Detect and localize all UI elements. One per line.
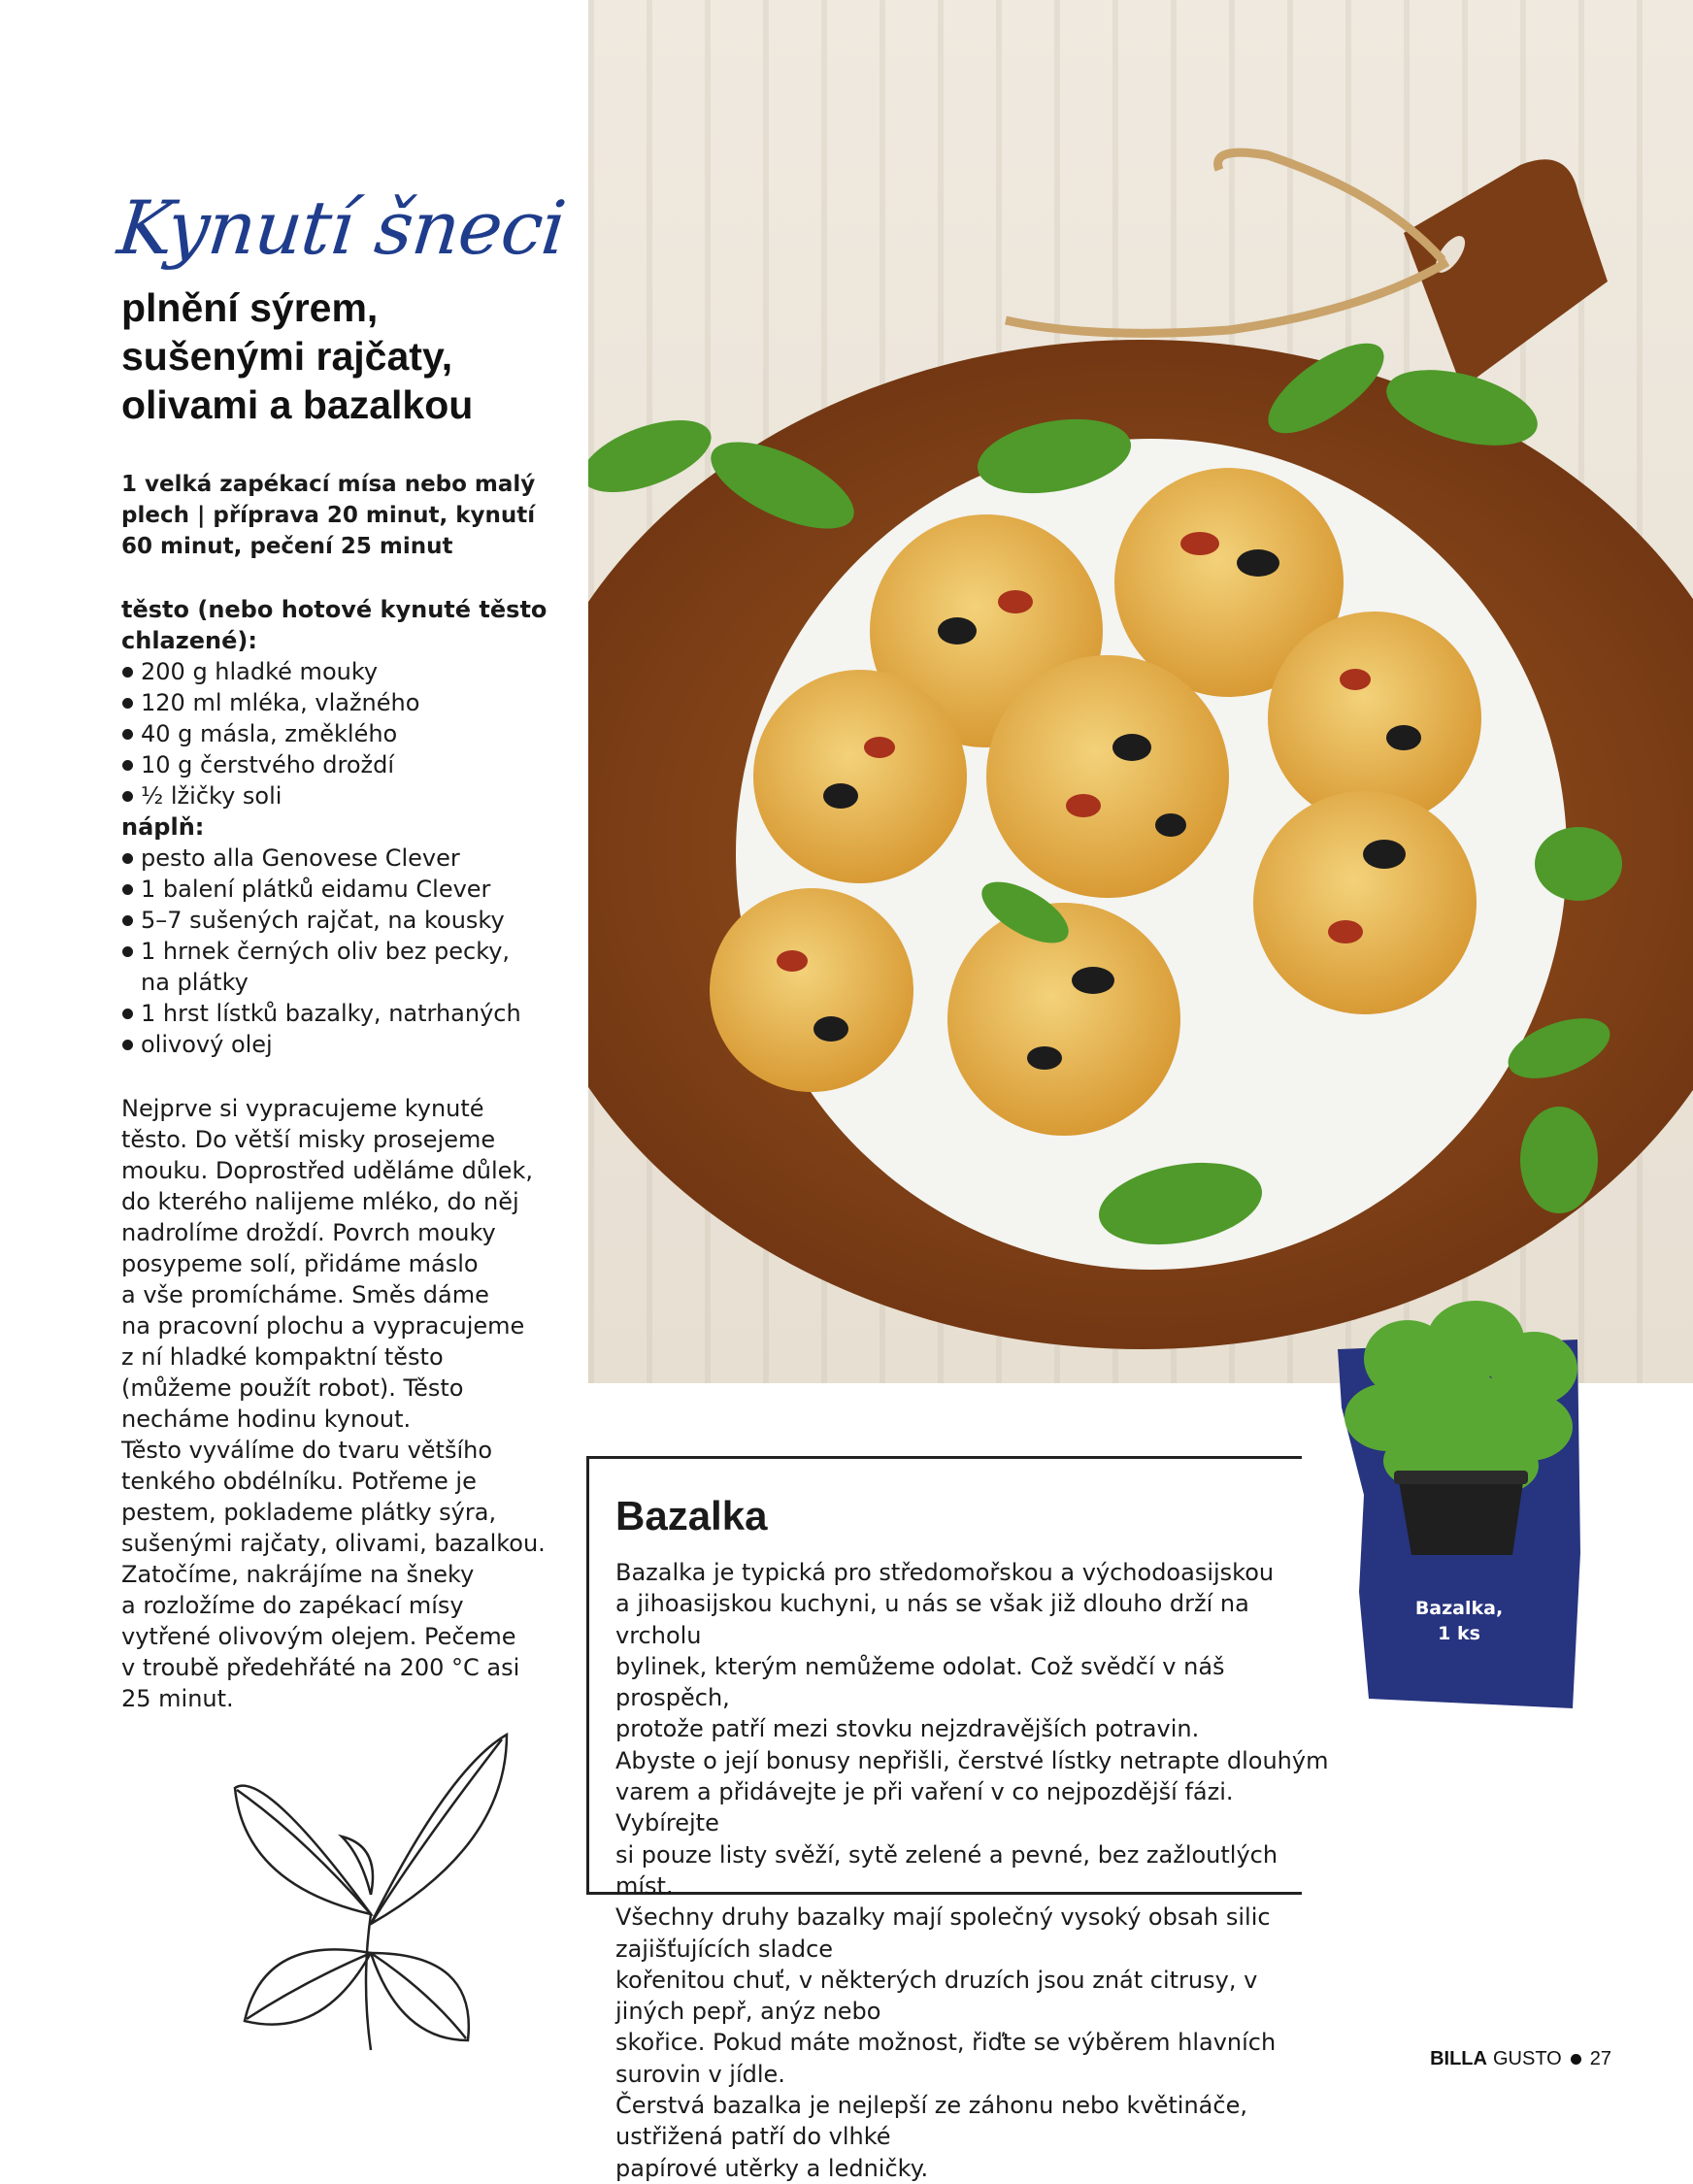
- subtitle-line: sušenými rajčaty,: [121, 334, 453, 379]
- ingredient-item: 10 g čerstvého droždí: [121, 749, 548, 780]
- info-box-text: Bazalka je typická pro středomořskou a východoasijskou a jihoasijskou kuchyni, u nás se však již dlouho drží na vrcholu bylinek, kterým nemůžeme odolat. Což svědčí v náš prospěch, protože patří mezi stovku nejzdravějších potravin. Abyste o její bonusy nepřišli, čerstvé lístky netrapte dlouhým varem a přidávejte je při vaření v co nejpozdější fázi. Vybírejte si pouze listy svěží, sytě zelené a pevné, bez zažloutlých míst. Všechny druhy bazalky mají společný vysoký obsah silic zajišťujících sladce kořenitou chuť, v některých druzích jsou znát citrusy, v jiných pepř, anýz nebo skořice. Pokud máte možnost, řiďte se výběrem hlavních surovin v jídle. Čerstvá bazalka je nejlepší ze záhonu nebo květináče, ustřižená patří do vlhké papírové utěrky a ledničky.: [615, 1559, 1329, 2182]
- recipe-photo-illustration: [588, 0, 1693, 1383]
- footer-brand: BILLA: [1430, 2048, 1487, 2069]
- page-number: 27: [1589, 2048, 1611, 2069]
- ingredient-item: pesto alla Genovese Clever: [121, 843, 548, 874]
- basil-sketch-icon: [225, 1730, 516, 2065]
- ingredient-item: ½ lžičky soli: [121, 780, 548, 811]
- ingredient-item: 1 hrst lístků bazalky, natrhaných: [121, 998, 548, 1029]
- ingredient-item: 1 hrnek černých oliv bez pecky,: [121, 936, 548, 967]
- recipe-photo: [588, 0, 1693, 1383]
- subtitle-line: plnění sýrem,: [121, 285, 379, 330]
- footer-magazine: GUSTO: [1492, 2048, 1562, 2069]
- page-footer: [1430, 2048, 1611, 2070]
- basil-pot-product-image: [1330, 1301, 1584, 1708]
- recipe-meta: 1 velká zapékací mísa nebo malý plech | příprava 20 minut, kynutí 60 minut, pečení 25 minut: [121, 472, 536, 559]
- subtitle-line: olivami a bazalkou: [121, 382, 474, 427]
- ingredient-item: 1 balení plátků eidamu Clever: [121, 874, 548, 905]
- ingredient-item: 5–7 sušených rajčat, na kousky: [121, 905, 548, 936]
- ingredients-list: [121, 594, 548, 1060]
- ingredient-continuation: na plátky: [141, 969, 249, 996]
- ingredient-item: 120 ml mléka, vlažného: [121, 687, 548, 718]
- ingredient-item: 40 g másla, změklého: [121, 718, 548, 749]
- bullet-icon: [1571, 2054, 1581, 2065]
- recipe-subtitle: [121, 283, 587, 429]
- product-caption: Bazalka, 1 ks: [1414, 1598, 1504, 1644]
- dough-heading: těsto (nebo hotové kynuté těsto chlazené):: [121, 596, 548, 654]
- recipe-title: Kynutí šneci: [114, 184, 570, 271]
- info-box-title: Bazalka: [615, 1493, 768, 1539]
- ingredient-item: 200 g hladké mouky: [121, 656, 548, 687]
- filling-heading: náplň:: [121, 813, 205, 841]
- recipe-method: Nejprve si vypracujeme kynuté těsto. Do větší misky prosejeme mouku. Doprostřed uděláme důlek, do kterého nalijeme mléko, do něj nadrolíme droždí. Povrch mouky posypeme solí, přidáme máslo a vše promícháme. Směs dáme na pracovní plochu a vypracujeme z ní hladké kompaktní těsto (můžeme použít robot). Těsto necháme hodinu kynout. Těsto vyválíme do tvaru většího tenkého obdélníku. Potřeme je pestem, poklademe plátky sýra, sušenými rajčaty, olivami, bazalkou. Zatočíme, nakrájíme na šneky a rozložíme do zapékací mísy vytřené olivovým olejem. Pečeme v troubě předehřáté na 200 °C asi 25 minut.: [121, 1095, 546, 1712]
- ingredient-item: olivový olej: [121, 1029, 548, 1060]
